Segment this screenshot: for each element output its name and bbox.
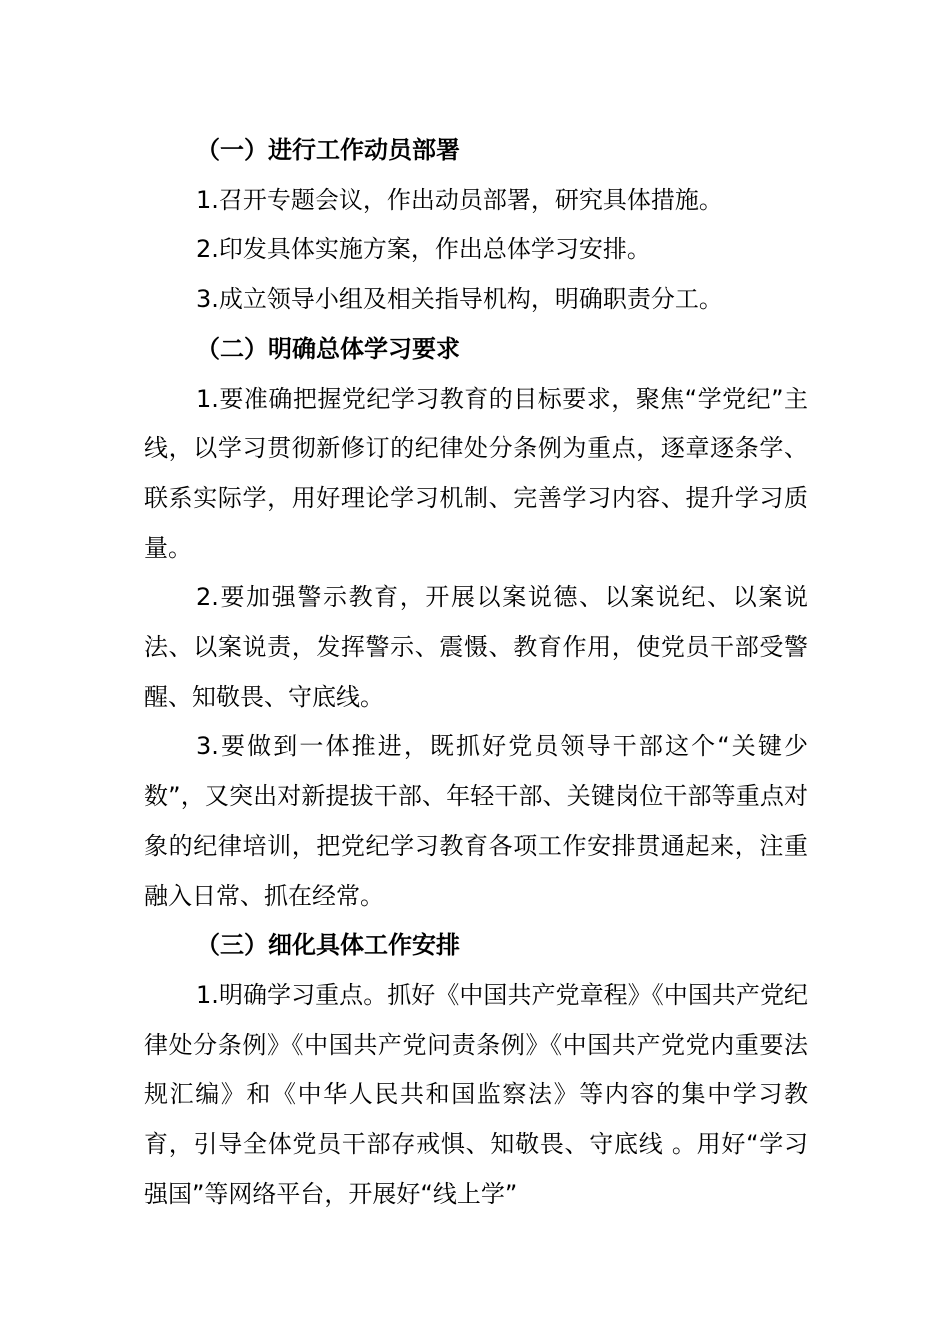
section-1-item-2: 2.印发具体实施方案，作出总体学习安排。 <box>196 235 651 264</box>
section-1-item-3: 3.成立领导小组及相关指导机构，明确职责分工。 <box>196 285 723 314</box>
document-body <box>144 126 808 1219</box>
section-2-item-3: 3.要做到一体推进，既抓好党员领导干部这个“关键少数”，又突出对新提拔干部、年轻干部、关键岗位干部等重点对象的纪律培训，把党纪学习教育各项工作安排贯通起来，注重融入日常、抓在经常。 <box>144 732 808 910</box>
section-heading-1: （一）进行工作动员部署 <box>196 136 460 164</box>
section-2-item-1: 1.要准确把握党纪学习教育的目标要求，聚焦“学党纪”主线，以学习贯彻新修订的纪律处分条例为重点，逐章逐条学、联系实际学，用好理论学习机制、完善学习内容、提升学习质量。 <box>144 384 808 562</box>
section-heading-3: （三）细化具体工作安排 <box>196 931 460 960</box>
section-1-item-1: 1.召开专题会议，作出动员部署，研究具体措施。 <box>196 185 723 214</box>
section-3-item-1: 1.明确学习重点。抓好《中国共产党章程》《中国共产党纪律处分条例》《中国共产党问责条例》《中国共产党党内重要法规汇编》和《中华人民共和国监察法》等内容的集中学习教育，引导全体党员干部存戒惧、知敬畏、守底线 。用好“学习强国”等网络平台，开展好“线上学” <box>144 980 808 1208</box>
section-2-item-2: 2.要加强警示教育，开展以案说德、以案说纪、以案说法、以案说责，发挥警示、震慑、教育作用，使党员干部受警醒、知敬畏、守底线。 <box>144 583 808 711</box>
section-heading-2: （二）明确总体学习要求 <box>196 334 460 363</box>
